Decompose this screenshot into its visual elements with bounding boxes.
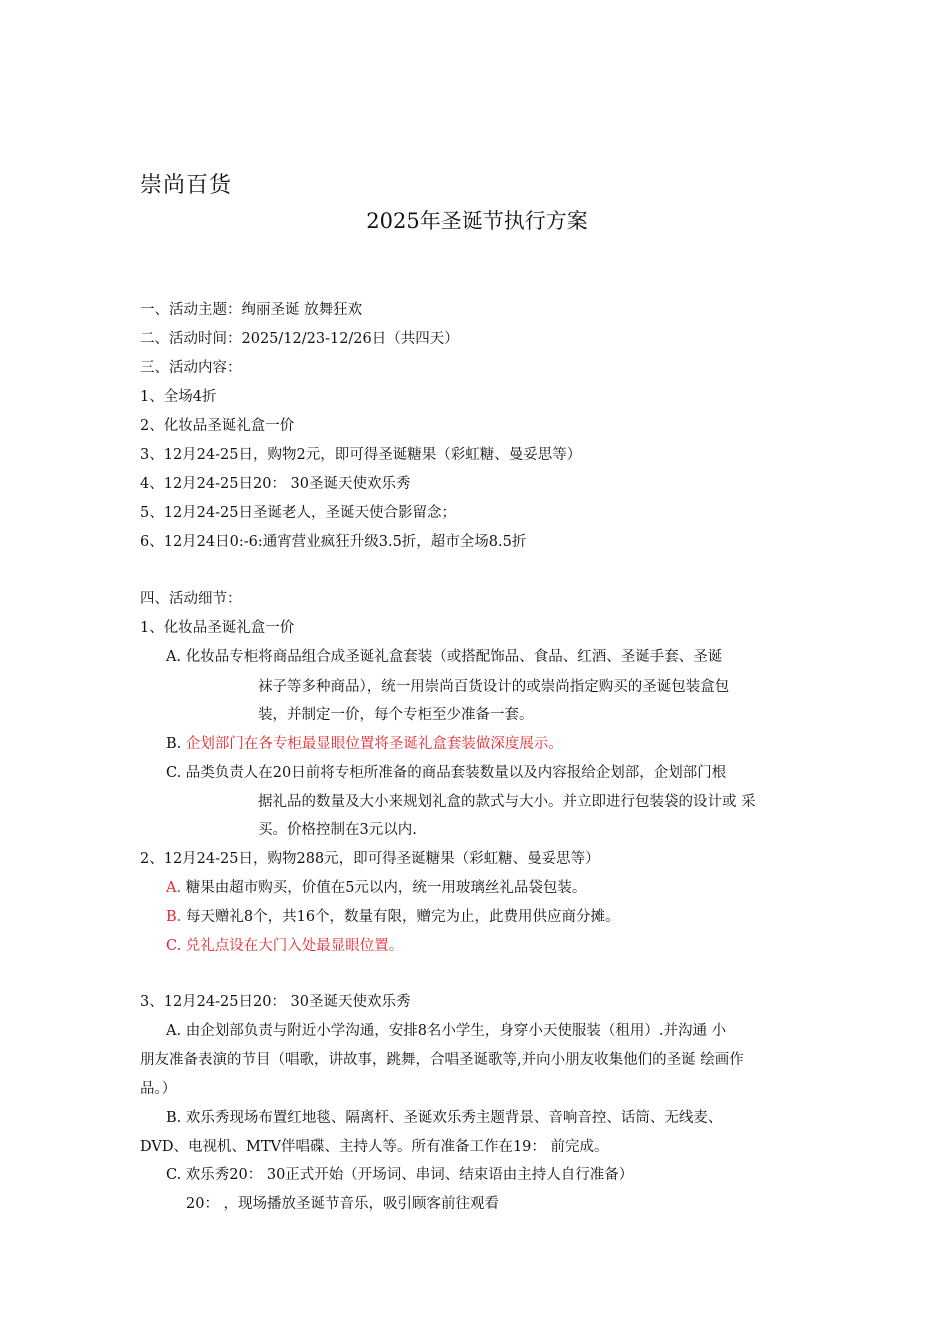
content-item: 6、12月24日0:-6:通宵营业疯狂升级3.5折，超市全场8.5折 [140, 534, 527, 550]
section-3-item-a-cont: 品。） [140, 1081, 177, 1097]
section-2-item-b [166, 907, 620, 927]
item-marker: B. [166, 736, 182, 752]
section-2-heading: 2、12月24-25日，购物288元，即可得圣诞糖果（彩虹糖、曼妥思等） [140, 851, 600, 867]
content-item: 4、12月24-25日20： 30圣诞天使欢乐秀 [140, 476, 411, 492]
item-marker: A. [166, 649, 182, 665]
section-1-item-c-cont: 买。价格控制在3元以内. [258, 822, 417, 838]
section-3-item-b-cont: DVD、电视机、MTV伴唱碟、主持人等。所有准备工作在19： 前完成。 [140, 1139, 609, 1155]
content-item: 1、全场4折 [140, 389, 217, 405]
item-text: 品类负责人在20日前将专柜所准备的商品套装数量以及内容报给企划部，企划部门根 [185, 765, 727, 781]
section-3-item-a: A. 由企划部负责与附近小学沟通，安排8名小学生，身穿小天使服装（租用）.并沟通 小 [166, 1023, 727, 1039]
section-3-item-c-cont: 20： ，现场播放圣诞节音乐，吸引顾客前往观看 [186, 1196, 500, 1212]
details-heading: 四、活动细节： [140, 591, 242, 607]
section-2-item-a [166, 878, 586, 898]
item-marker: B. [166, 909, 182, 925]
item-marker: C. [166, 938, 182, 954]
section-2-item-c [166, 936, 403, 956]
section-1-heading: 1、化妆品圣诞礼盒一价 [140, 620, 295, 636]
company-name: 崇尚百货 [140, 173, 233, 198]
section-1-item-a [166, 647, 722, 667]
item-text: 糖果由超市购买，价值在5元以内，统一用玻璃丝礼品袋包装。 [185, 880, 587, 896]
content-item: 3、12月24-25日，购物2元，即可得圣诞糖果（彩虹糖、曼妥思等） [140, 447, 582, 463]
item-marker: A. [166, 880, 182, 896]
content-item: 5、12月24-25日圣诞老人，圣诞天使合影留念； [140, 505, 456, 521]
activity-time: 二、活动时间：2025/12/23-12/26日（共四天） [140, 331, 459, 347]
activity-content-heading: 三、活动内容： [140, 360, 242, 376]
item-text: 化妆品专柜将商品组合成圣诞礼盒套装（或搭配饰品、食品、红酒、圣诞手套、圣诞 [185, 649, 723, 665]
activity-theme: 一、活动主题：绚丽圣诞 放舞狂欢 [140, 302, 363, 318]
item-text: 每天赠礼8个，共16个，数量有限，赠完为止，此费用供应商分摊。 [185, 909, 620, 925]
section-3-heading: 3、12月24-25日20： 30圣诞天使欢乐秀 [140, 994, 411, 1010]
section-1-item-c [166, 763, 726, 783]
section-1-item-c-cont: 据礼品的数量及大小来规划礼盒的款式与大小。并立即进行包装袋的设计或 采 [258, 794, 756, 810]
item-text-highlight: 企划部门在各专柜最显眼位置将圣诞礼盒套装做深度展示。 [185, 736, 563, 752]
section-1-item-a-cont: 袜子等多种商品），统一用崇尚百货设计的或崇尚指定购买的圣诞包装盒包 [258, 679, 730, 695]
item-marker: C. [166, 765, 182, 781]
section-3-item-a-cont: 朋友准备表演的节目（唱歌，讲故事，跳舞，合唱圣诞歌等,并向小朋友收集他们的圣诞 绘画作 [140, 1052, 744, 1068]
section-1-item-b [166, 734, 563, 754]
item-text-highlight: 兑礼点设在大门入处最显眼位置。 [185, 938, 404, 954]
content-item: 2、化妆品圣诞礼盒一价 [140, 418, 295, 434]
section-3-item-b: B. 欢乐秀现场布置红地毯、隔离杆、圣诞欢乐秀主题背景、音响音控、话筒、无线麦、 [166, 1110, 723, 1126]
document-title: 2025年圣诞节执行方案 [366, 209, 588, 233]
section-3-item-c: C. 欢乐秀20： 30正式开始（开场词、串词、结束语由主持人自行准备） [166, 1167, 634, 1183]
section-1-item-a-cont: 装，并制定一价，每个专柜至少准备一套。 [258, 707, 534, 723]
